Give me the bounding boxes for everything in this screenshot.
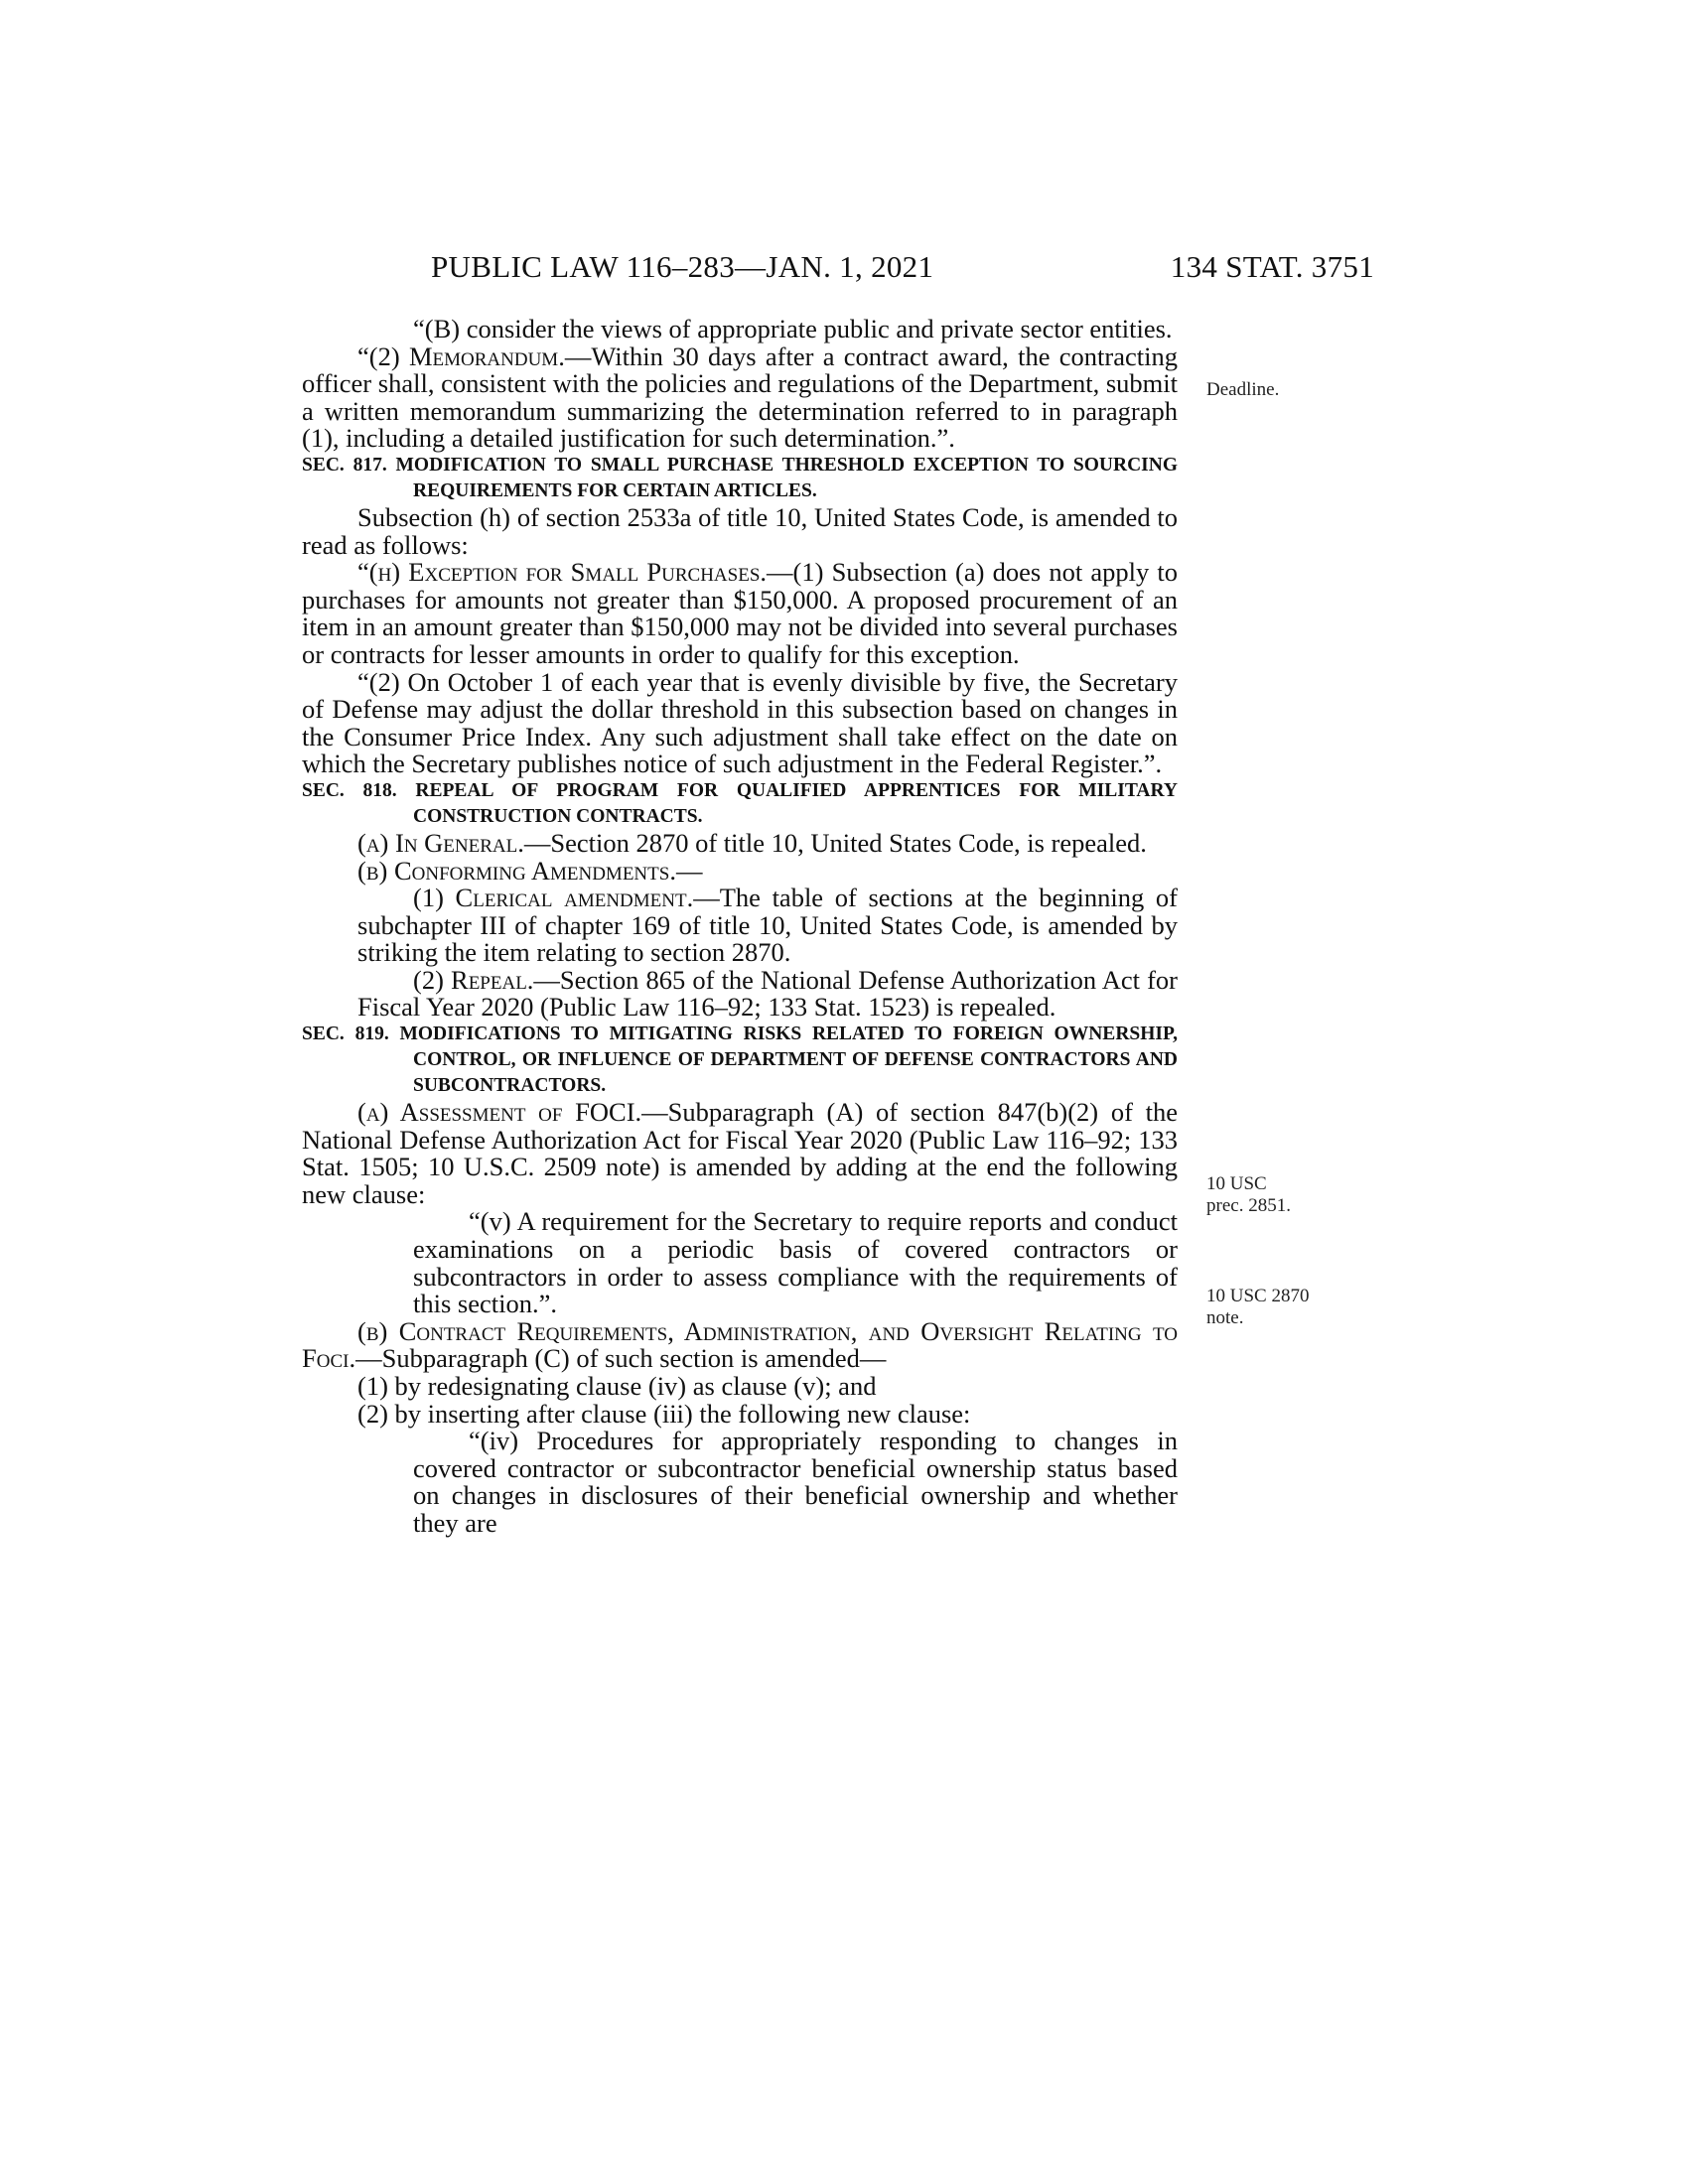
paragraph-clerical-amendment — [302, 885, 1178, 967]
contract-requirements-text: —Subparagraph (C) of such section is amended— — [355, 1343, 887, 1374]
section-817-heading: SEC. 817. MODIFICATION TO SMALL PURCHASE THRESHOLD EXCEPTION TO SOURCING REQUIREMENTS FOR CERTAIN ARTICLES. — [302, 454, 1178, 501]
exception-text: —(1) Subsection (a) does not apply to purchases for amounts not greater than $150,000. A proposed procurement of an item in an amount greater than $150,000 may not be divided into several purchases or contracts for lesser amounts in order to qualify for this exception. — [302, 557, 1178, 669]
stat-page-number: 134 STAT. 3751 — [1170, 249, 1374, 284]
paragraph-repeal — [302, 964, 1178, 1023]
margin-note-usc-2-line-2: note. — [1206, 1307, 1244, 1328]
paragraph-clause-iv: “(iv) Procedures for appropriately responding to changes in covered contractor or subcontractor beneficial ownership status based on changes in disclosures of their beneficial ownership and whether they are — [413, 1426, 1178, 1538]
paragraph-subsection-h-intro: Subsection (h) of section 2533a of title 10, United States Code, is amended to read as follows: — [302, 501, 1178, 560]
memorandum-heading: “(2) Memorandum. — [357, 341, 565, 371]
assessment-text: —Subparagraph (A) of section 847(b)(2) of the National Defense Authorization Act for Fiscal Year 2020 (Public Law 116–92; 133 Stat. 1505; 10 U.S.C. 2509 note) is amended by adding at the end the following new clause: — [302, 1097, 1178, 1209]
contract-requirements-heading: (b) Contract Requirements, Administration, and Oversight Relating to Foci. — [302, 1315, 1178, 1374]
paragraph-a-in-general — [302, 827, 1178, 858]
repeal-heading: (2) Repeal. — [413, 964, 534, 995]
in-general-heading: (a) In General. — [357, 827, 524, 858]
paragraph-h2: “(2) On October 1 of each year that is evenly divisible by five, the Secretary of Defense may adjust the dollar threshold in this subsection based on changes in the Consumer Price Index. Any such adjustment shall take effect on the date on which the Secretary publishes notice of such adjustment in the Federal Register.”. — [302, 666, 1178, 779]
clerical-text: —The table of sections at the beginning of subchapter III of chapter 169 of title 10, United States Code, is amended by striking the item relating to section 2870. — [357, 883, 1178, 968]
paragraph-memorandum — [302, 343, 1178, 453]
document-body — [302, 316, 1178, 1538]
assessment-heading: (a) Assessment of FOCI. — [357, 1097, 642, 1128]
in-general-text: —Section 2870 of title 10, United States Code, is repealed. — [523, 827, 1147, 858]
public-law-citation: PUBLIC LAW 116–283—JAN. 1, 2021 — [431, 249, 934, 284]
section-818-heading: SEC. 818. REPEAL OF PROGRAM FOR QUALIFIED APPRENTICES FOR MILITARY CONSTRUCTION CONTRACTS. — [302, 779, 1178, 827]
clerical-heading: (1) Clerical amendment. — [413, 883, 694, 913]
paragraph-redesignating: (1) by redesignating clause (iv) as clause (v); and — [357, 1371, 877, 1401]
margin-note-usc-1-line-2: prec. 2851. — [1206, 1195, 1291, 1216]
paragraph-clause-v: “(v) A requirement for the Secretary to require reports and conduct examinations on a periodic basis of covered contractors or subcontractors in order to assess compliance with the requirements of this section.”. — [413, 1206, 1178, 1319]
paragraph-assessment-foci — [302, 1099, 1178, 1208]
section-819-heading: SEC. 819. MODIFICATIONS TO MITIGATING RISKS RELATED TO FOREIGN OWNERSHIP, CONTROL, OR INFLUENCE OF DEPARTMENT OF DEFENSE CONTRACTORS AND SUBCONTRACTORS. — [302, 1024, 1178, 1097]
margin-note-deadline: Deadline. — [1206, 379, 1280, 400]
repeal-text: —Section 865 of the National Defense Authorization Act for Fiscal Year 2020 (Public Law 116–92; 133 Stat. 1523) is repealed. — [357, 964, 1178, 1023]
memorandum-text: —Within 30 days after a contract award, the contracting officer shall, consistent with the policies and regulations of the Department, submit a written memorandum summarizing the determination referred to in paragraph (1), including a detailed justification for such determination.”. — [302, 341, 1178, 454]
paragraph-b-consider: “(B) consider the views of appropriate public and private sector entities. — [413, 314, 1173, 343]
conforming-dash: — — [675, 855, 703, 886]
paragraph-contract-requirements — [302, 1315, 1178, 1374]
exception-heading: “(h) Exception for Small Purchases. — [357, 557, 768, 588]
conforming-heading: (b) Conforming Amendments. — [357, 855, 676, 886]
margin-note-usc-2-line-1: 10 USC 2870 — [1206, 1286, 1310, 1306]
paragraph-exception-small-purchases — [302, 559, 1178, 668]
margin-note-usc-1-line-1: 10 USC — [1206, 1173, 1267, 1194]
paragraph-inserting: (2) by inserting after clause (iii) the following new clause: — [357, 1398, 971, 1429]
paragraph-b-conforming — [302, 855, 1178, 886]
